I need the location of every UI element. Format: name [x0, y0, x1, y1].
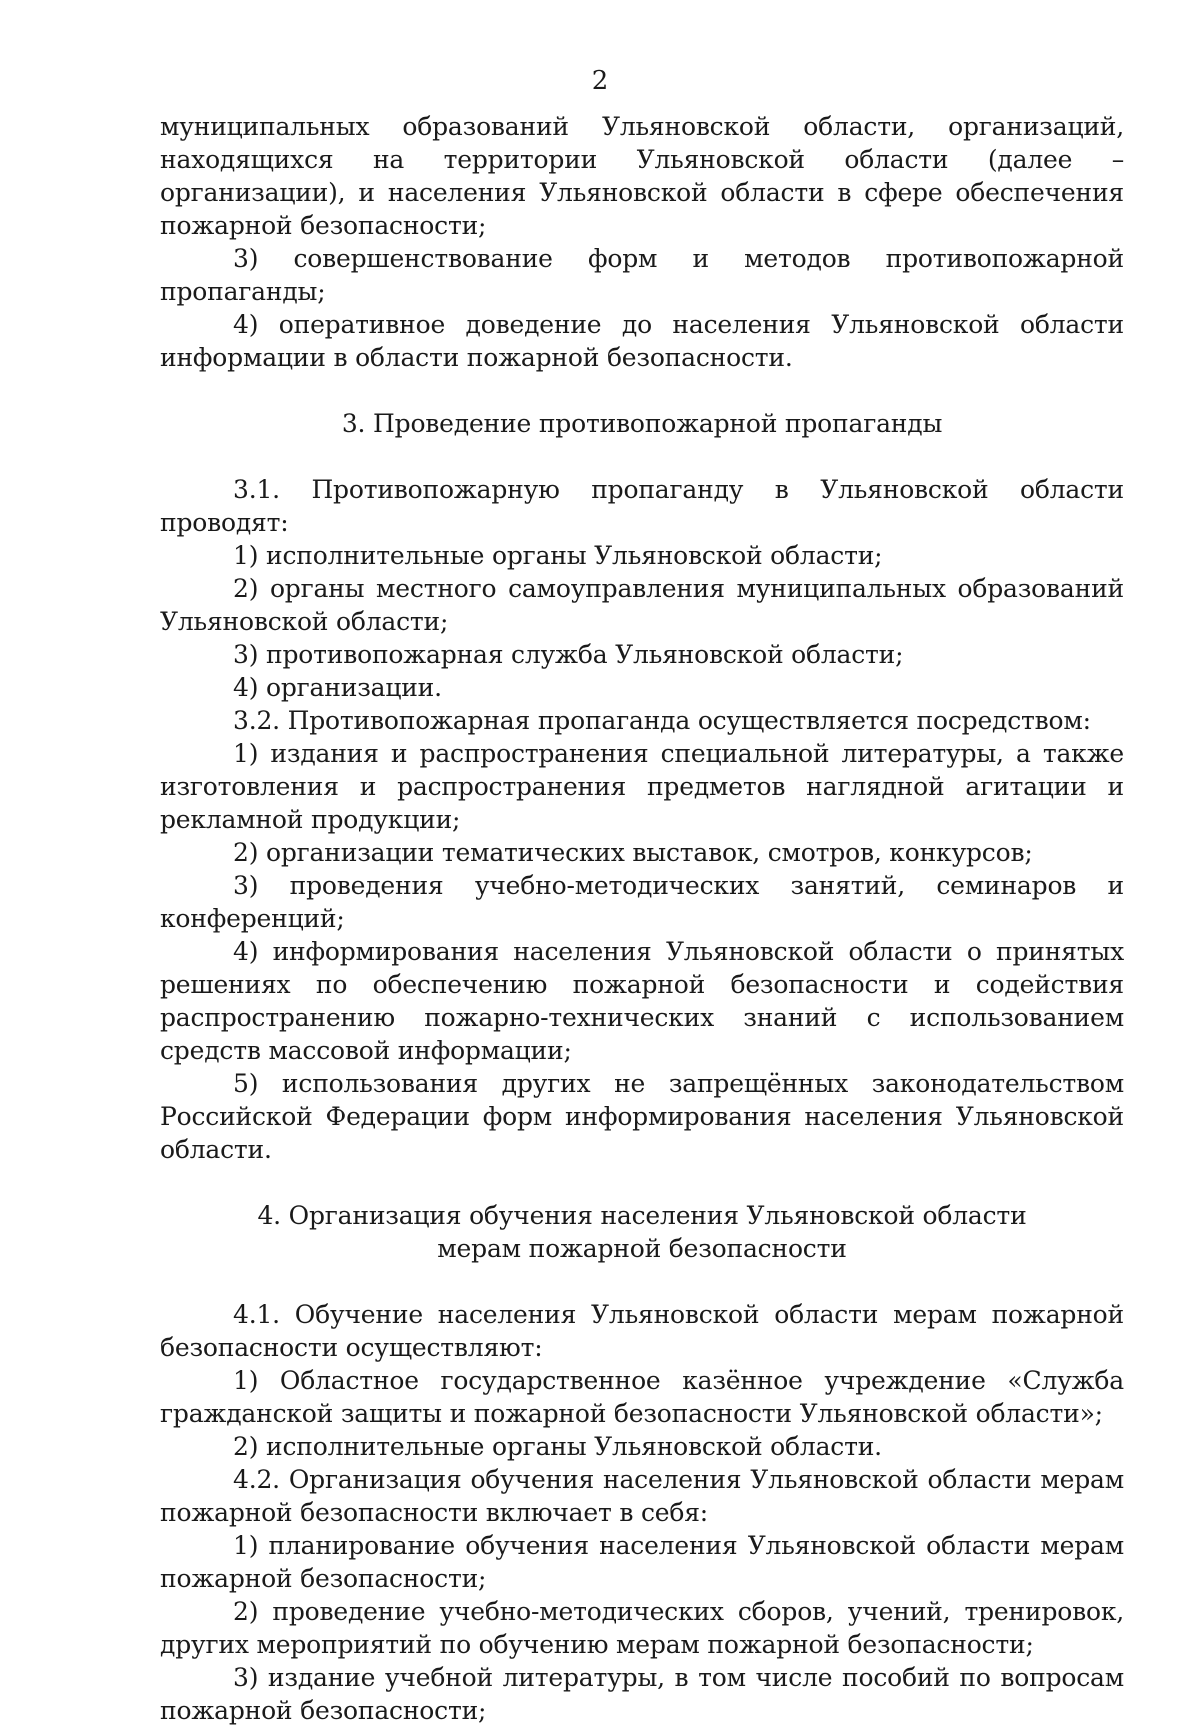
page-number: 2 — [591, 66, 609, 96]
section-heading-3 — [160, 407, 1124, 440]
section-heading-line: 3. Проведение противопожарной пропаганды — [341, 409, 943, 438]
paragraph: 3.1. Противопожарную пропаганду в Ульяновской области проводят: — [160, 475, 1124, 537]
section-heading-line: 4. Организация обучения населения Ульяновской области — [257, 1201, 1027, 1230]
list-item: 4) организации. — [233, 673, 442, 702]
section-heading-line: мерам пожарной безопасности — [437, 1234, 847, 1263]
list-item: 2) проведение учебно-методических сборов, учений, тренировок, других мероприятий по обучению мерам пожарной безопасности; — [160, 1597, 1124, 1659]
paragraph: 3.2. Противопожарная пропаганда осуществляется посредством: — [233, 706, 1091, 735]
paragraph: муниципальных образований Ульяновской области, организаций, находящихся на территории Ульяновской области (далее – организации), и населения Ульяновской области в сфере обеспечения пожарной безопасности; — [160, 112, 1124, 240]
list-item: 1) издания и распространения специальной литературы, а также изготовления и распространения предметов наглядной агитации и рекламной продукции; — [160, 739, 1124, 834]
list-item: 3) противопожарная служба Ульяновской области; — [233, 640, 904, 669]
list-item: 1) Областное государственное казённое учреждение «Служба гражданской защиты и пожарной безопасности Ульяновской области»; — [160, 1366, 1124, 1428]
list-item: 1) исполнительные органы Ульяновской области; — [233, 541, 883, 570]
list-item: 5) использования других не запрещённых законодательством Российской Федерации форм информирования населения Ульяновской области. — [160, 1069, 1124, 1164]
list-item: 2) исполнительные органы Ульяновской области. — [233, 1432, 882, 1461]
list-item: 4) информирования населения Ульяновской области о принятых решениях по обеспечению пожарной безопасности и содействия распространению пожарно-технических знаний с использованием средств массовой информации; — [160, 937, 1124, 1065]
list-item: 2) органы местного самоуправления муниципальных образований Ульяновской области; — [160, 574, 1124, 636]
paragraph: 4.1. Обучение населения Ульяновской области мерам пожарной безопасности осуществляют: — [160, 1300, 1124, 1362]
section-heading-4 — [160, 1199, 1124, 1265]
list-item: 3) издание учебной литературы, в том числе пособий по вопросам пожарной безопасности; — [160, 1663, 1124, 1725]
document-body — [160, 110, 1124, 1727]
list-item: 1) планирование обучения населения Ульяновской области мерам пожарной безопасности; — [160, 1531, 1124, 1593]
list-item: 4) оперативное доведение до населения Ульяновской области информации в области пожарной безопасности. — [160, 310, 1124, 372]
list-item: 3) совершенствование форм и методов противопожарной пропаганды; — [160, 244, 1124, 306]
list-item: 2) организации тематических выставок, смотров, конкурсов; — [233, 838, 1033, 867]
list-item: 3) проведения учебно-методических занятий, семинаров и конференций; — [160, 871, 1124, 933]
paragraph: 4.2. Организация обучения населения Ульяновской области мерам пожарной безопасности включает в себя: — [160, 1465, 1124, 1527]
